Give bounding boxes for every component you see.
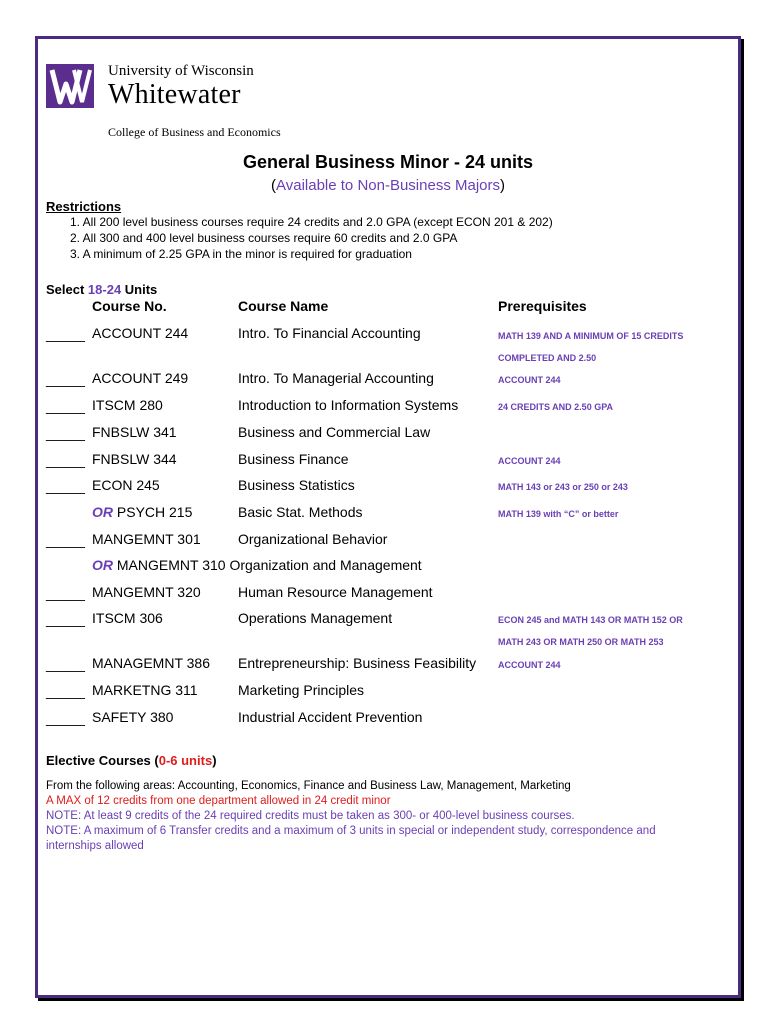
course-name: Human Resource Management (238, 584, 433, 600)
blank-line: _____ (46, 611, 85, 627)
restrictions-heading: Restrictions (46, 199, 122, 214)
restriction-item: 1. All 200 level business courses require 24 credits and 2.0 GPA (except ECON 201 & 202) (70, 215, 553, 229)
column-header-course-no: Course No. (92, 298, 167, 314)
blank-line: _____ (46, 532, 85, 548)
level-note: NOTE: At least 9 credits of the 24 required credits must be taken as 300- or 400-level business courses. (46, 810, 575, 822)
course-prereq: MATH 143 or 243 or 250 or 243 (498, 482, 628, 492)
transfer-note: NOTE: A maximum of 6 Transfer credits and a maximum of 3 units in special or independent study, correspondence and (46, 825, 656, 837)
course-name: Introduction to Information Systems (238, 397, 459, 413)
course-name: Business Statistics (238, 477, 355, 493)
blank-line: _____ (46, 656, 85, 672)
course-number: ITSCM 306 (92, 610, 163, 626)
transfer-note-cont: internships allowed (46, 840, 144, 852)
or-label: OR (92, 504, 113, 520)
university-name: University of Wisconsin (108, 63, 254, 79)
course-prereq: 24 CREDITS AND 2.50 GPA (498, 402, 614, 412)
course-name: Organizational Behavior (238, 531, 388, 547)
course-number: ACCOUNT 249 (92, 370, 189, 386)
blank-line: _____ (46, 398, 85, 414)
course-name: Intro. To Financial Accounting (238, 325, 421, 341)
blank-line: _____ (46, 326, 85, 342)
column-header-prerequisites: Prerequisites (498, 298, 587, 314)
or-label: OR (92, 557, 113, 573)
course-number: SAFETY 380 (92, 709, 174, 725)
blank-line: _____ (46, 585, 85, 601)
course-prereq: ACCOUNT 244 (498, 375, 561, 385)
course-number: ECON 245 (92, 477, 160, 493)
course-prereq: MATH 139 AND A MINIMUM OF 15 CREDITS (498, 331, 684, 341)
max-credits-note: A MAX of 12 credits from one department allowed in 24 credit minor (46, 795, 391, 807)
course-number: MANGEMNT 320 (92, 584, 201, 600)
course-prereq: ACCOUNT 244 (498, 456, 561, 466)
course-number: MANGEMNT 301 (92, 531, 201, 547)
course-prereq: ECON 245 and MATH 143 OR MATH 152 OR (498, 615, 683, 625)
course-name: Industrial Accident Prevention (238, 709, 423, 725)
course-name: Basic Stat. Methods (238, 504, 363, 520)
document-frame (35, 36, 741, 998)
course-prereq: MATH 139 with “C” or better (498, 509, 619, 519)
course-name: Business and Commercial Law (238, 424, 431, 440)
elective-heading: Elective Courses (0-6 units) (46, 753, 217, 768)
blank-line: _____ (46, 683, 85, 699)
course-prereq-cont: COMPLETED AND 2.50 (498, 353, 597, 363)
blank-line: _____ (46, 452, 85, 468)
course-number: MANAGEMNT 386 (92, 655, 210, 671)
page-title: General Business Minor - 24 units (242, 152, 534, 172)
select-units-heading: Select 18-24 Units (46, 282, 158, 297)
blank-line: _____ (46, 710, 85, 726)
course-name: Business Finance (238, 451, 349, 467)
page-subtitle: (Available to Non-Business Majors) (271, 177, 505, 194)
restriction-item: 3. A minimum of 2.25 GPA in the minor is required for graduation (70, 247, 412, 261)
course-number: FNBSLW 341 (92, 424, 177, 440)
course-number: OR MANGEMNT 310 Organization and Management (92, 557, 422, 573)
course-number: FNBSLW 344 (92, 451, 177, 467)
course-number: OR PSYCH 215 (92, 504, 193, 520)
course-prereq: ACCOUNT 244 (498, 660, 561, 670)
course-number: ACCOUNT 244 (92, 325, 189, 341)
college-name: College of Business and Economics (108, 125, 281, 139)
course-name: Intro. To Managerial Accounting (238, 370, 434, 386)
blank-line: _____ (46, 478, 85, 494)
column-header-course-name: Course Name (238, 298, 329, 314)
uw-logo-icon (46, 64, 94, 108)
course-name: Entrepreneurship: Business Feasibility (238, 655, 477, 671)
blank-line: _____ (46, 425, 85, 441)
blank-line: _____ (46, 371, 85, 387)
course-name: Operations Management (238, 610, 393, 626)
course-name: Marketing Principles (238, 682, 365, 698)
course-number: ITSCM 280 (92, 397, 163, 413)
elective-areas: From the following areas: Accounting, Economics, Finance and Business Law, Management, Marketing (46, 780, 571, 792)
campus-name: Whitewater (108, 79, 241, 110)
restriction-item: 2. All 300 and 400 level business courses require 60 credits and 2.0 GPA (70, 231, 458, 245)
course-number: MARKETNG 311 (92, 682, 198, 698)
course-prereq-cont: MATH 243 OR MATH 250 OR MATH 253 (498, 637, 664, 647)
